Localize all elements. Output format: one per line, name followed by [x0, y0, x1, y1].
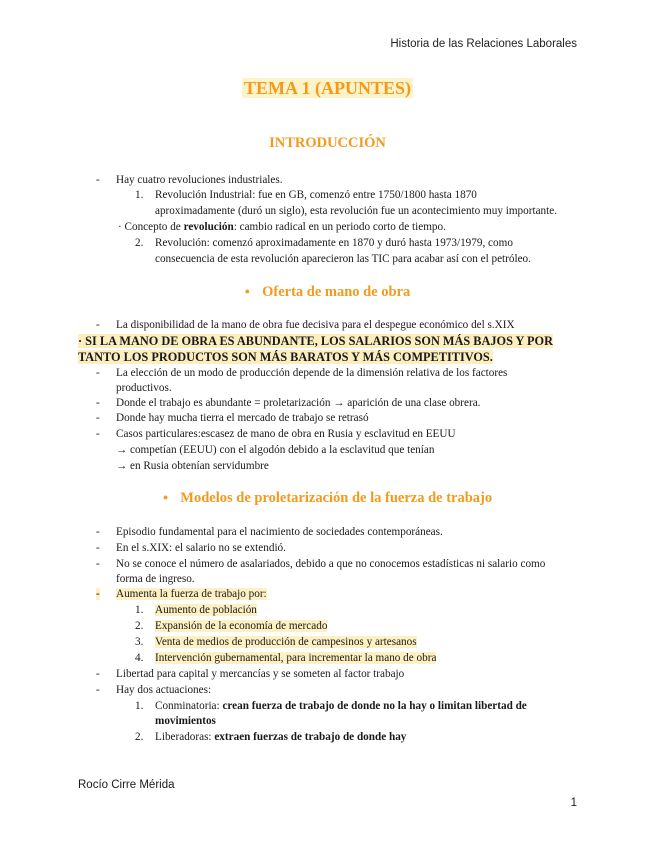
- list-item: No se conoce el número de asalariados, debido a que no conocemos estadísticas ni salario como: [116, 558, 546, 570]
- list-dash: -: [96, 397, 100, 409]
- header-course-title: Historia de las Relaciones Laborales: [390, 38, 577, 50]
- sub-list-item-continuation: movimientos: [155, 715, 216, 727]
- list-dash: -: [96, 412, 100, 424]
- list-item: Revolución: comenzó aproximadamente en 1870 y duró hasta 1973/1979, como: [155, 237, 513, 249]
- list-item-continuation: productivos.: [116, 382, 172, 394]
- list-item: Hay cuatro revoluciones industriales.: [116, 174, 283, 186]
- list-number: 2.: [135, 237, 144, 249]
- sub-list-item: Liberadoras: extraen fuerzas de trabajo de donde hay: [155, 731, 407, 743]
- sub-list-item: Venta de medios de producción de campesinos y artesanos: [155, 636, 417, 648]
- list-item: Donde el trabajo es abundante = proletarización → aparición de una clase obrera.: [116, 397, 481, 409]
- list-dash: -: [96, 668, 100, 680]
- sub-list-item: Aumento de población: [155, 604, 257, 616]
- highlighted-statement: TANTO LOS PRODUCTOS SON MÁS BARATOS Y MÁS COMPETITIVOS.: [78, 350, 493, 364]
- list-item: Casos particulares:escasez de mano de obra en Rusia y esclavitud en EEUU: [116, 428, 456, 440]
- section-heading-oferta: ● Oferta de mano de obra: [244, 284, 411, 300]
- list-item: En el s.XIX: el salario no se extendió.: [116, 542, 286, 554]
- list-dash: -: [96, 526, 100, 538]
- list-number: 2.: [135, 620, 144, 632]
- list-dash: -: [96, 588, 100, 600]
- bullet-icon: ●: [244, 286, 251, 296]
- list-number: 1.: [135, 700, 144, 712]
- highlighted-statement: · SI LA MANO DE OBRA ES ABUNDANTE, LOS SALARIOS SON MÁS BAJOS Y POR: [78, 334, 554, 348]
- list-dash: -: [96, 542, 100, 554]
- sub-list-item: Conminatoria: crean fuerza de trabajo de donde no la hay o limitan libertad de: [155, 700, 527, 712]
- list-dash: -: [96, 174, 100, 186]
- list-number: 2.: [135, 731, 144, 743]
- list-dash: -: [96, 319, 100, 331]
- list-item: Libertad para capital y mercancías y se someten al factor trabajo: [116, 668, 405, 680]
- list-number: 3.: [135, 636, 144, 648]
- list-item: Episodio fundamental para el nacimiento de sociedades contemporáneas.: [116, 526, 443, 538]
- list-item: La disponibilidad de la mano de obra fue decisiva para el despegue económico del s.XIX: [116, 319, 515, 331]
- sub-list-item: Expansión de la economía de mercado: [155, 620, 328, 632]
- list-item-continuation: consecuencia de esta revolución aparecieron las TIC para acabar así con el petróleo.: [155, 253, 531, 265]
- page-title: TEMA 1 (APUNTES): [243, 78, 411, 98]
- concept-definition: · Concepto de revolución: cambio radical en un periodo corto de tiempo.: [118, 221, 446, 233]
- list-dash: -: [96, 558, 100, 570]
- list-number: 1.: [135, 604, 144, 616]
- list-dash: -: [96, 367, 100, 379]
- list-item-highlighted: Aumenta la fuerza de trabajo por:: [116, 588, 267, 600]
- section-heading-modelos: ● Modelos de proletarización de la fuerza de trabajo: [162, 490, 493, 506]
- list-item-continuation: forma de ingreso.: [116, 573, 195, 585]
- list-number: 1.: [135, 189, 144, 201]
- bullet-icon: ●: [162, 492, 169, 502]
- list-number: 4.: [135, 652, 144, 664]
- section-heading-intro: INTRODUCCIÓN: [269, 135, 386, 151]
- list-item: Revolución Industrial: fue en GB, comenzó entre 1750/1800 hasta 1870: [155, 189, 477, 201]
- list-item: Donde hay mucha tierra el mercado de trabajo se retrasó: [116, 412, 369, 424]
- list-item: Hay dos actuaciones:: [116, 684, 212, 696]
- page-number: 1: [570, 797, 577, 809]
- list-item-continuation: → competían (EEUU) con el algodón debido a la esclavitud que tenían: [116, 444, 435, 456]
- list-item-continuation: → en Rusia obtenían servidumbre: [116, 460, 269, 472]
- list-dash: -: [96, 684, 100, 696]
- list-item: La elección de un modo de producción depende de la dimensión relativa de los factores: [116, 367, 508, 379]
- footer-author: Rocío Cirre Mérida: [78, 779, 175, 791]
- list-dash: -: [96, 428, 100, 440]
- list-item-continuation: aproximadamente (duró un siglo), esta revolución fue un acontecimiento muy importante.: [155, 205, 558, 217]
- sub-list-item: Intervención gubernamental, para incrementar la mano de obra: [155, 652, 437, 664]
